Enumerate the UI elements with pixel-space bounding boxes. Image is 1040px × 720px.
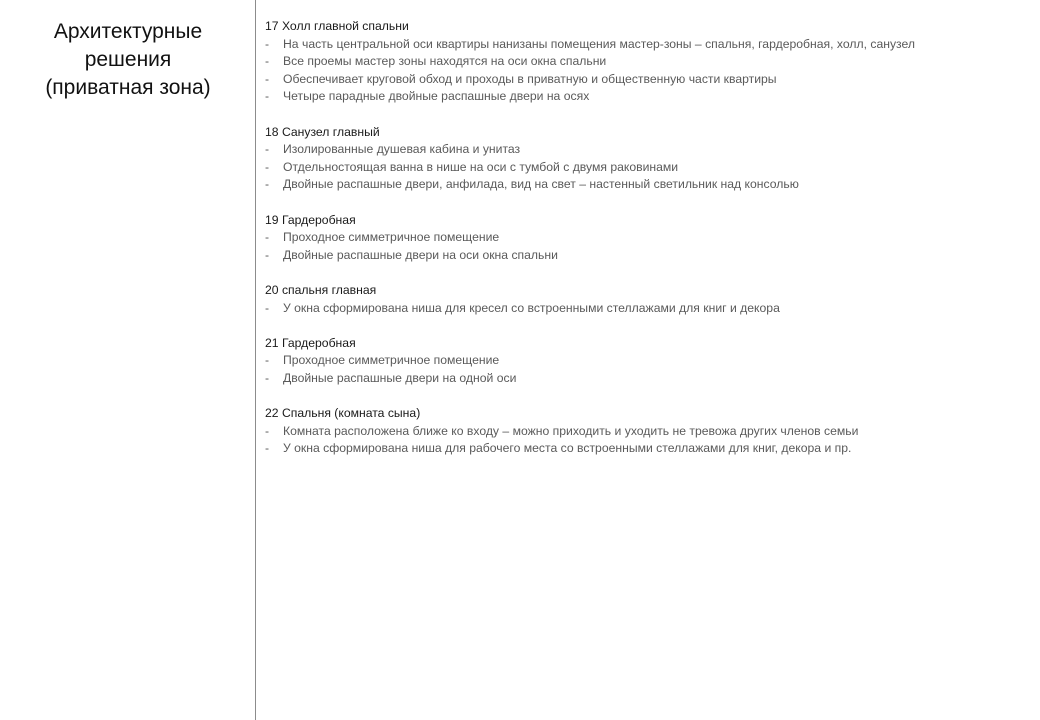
page-title: [0, 18, 256, 102]
list-item-text: Двойные распашные двери на одной оси: [283, 370, 517, 385]
bullet-dash: -: [265, 54, 270, 69]
section-18-master-bathroom: [265, 124, 1030, 194]
list-item-text: Изолированные душевая кабина и унитаз: [283, 142, 521, 157]
page-title-line: решения: [84, 48, 172, 71]
bullet-dash: -: [265, 247, 270, 262]
list-item: [265, 176, 1030, 194]
section-22-son-bedroom: [265, 405, 1030, 458]
list-item: [265, 247, 1030, 265]
bullet-list: [265, 423, 1030, 458]
page-title-line: Архитектурные: [53, 20, 203, 43]
bullet-dash: -: [265, 36, 270, 51]
bullet-dash: -: [265, 300, 270, 315]
list-item: [265, 370, 1030, 388]
section-20-master-bedroom: [265, 282, 1030, 317]
list-item: [265, 141, 1030, 159]
section-title: 21 Гардеробная: [265, 335, 356, 350]
list-item-text: На часть центральной оси квартиры нанизаны помещения мастер-зоны – спальня, гардеробная, холл, санузел: [283, 36, 915, 51]
bullet-dash: -: [265, 142, 270, 157]
section-title: 17 Холл главной спальни: [265, 19, 409, 33]
list-item: [265, 229, 1030, 247]
list-item: [265, 440, 1030, 458]
section-21-wardrobe: [265, 335, 1030, 388]
section-title: 19 Гардеробная: [265, 212, 356, 227]
list-item-text: У окна сформирована ниша для рабочего места со встроенными стеллажами для книг, декора и пр.: [283, 441, 852, 456]
section-19-wardrobe: [265, 212, 1030, 265]
section-title: 20 спальня главная: [265, 282, 377, 297]
bullet-list: [265, 141, 1030, 194]
bullet-dash: -: [265, 441, 270, 456]
list-item-text: Комната расположена ближе ко входу – можно приходить и уходить не тревожа других членов семьи: [283, 423, 859, 438]
bullet-dash: -: [265, 159, 270, 174]
list-item-text: У окна сформирована ниша для кресел со встроенными стеллажами для книг и декора: [283, 300, 780, 315]
list-item: [265, 352, 1030, 370]
list-item: [265, 53, 1030, 71]
list-item-text: Все проемы мастер зоны находятся на оси окна спальни: [283, 54, 607, 69]
list-item-text: Проходное симметричное помещение: [283, 353, 500, 368]
vertical-divider: [255, 0, 256, 720]
section-title: 22 Спальня (комната сына): [265, 406, 421, 421]
bullet-list: [265, 229, 1030, 264]
bullet-list: [265, 36, 1030, 106]
list-item: [265, 71, 1030, 89]
list-item-text: Четыре парадные двойные распашные двери на осях: [283, 89, 590, 104]
list-item: [265, 36, 1030, 54]
list-item-text: Отдельностоящая ванна в нише на оси с тумбой с двумя раковинами: [283, 159, 679, 174]
list-item: [265, 423, 1030, 441]
list-item: [265, 88, 1030, 106]
bullet-dash: -: [265, 230, 270, 245]
bullet-dash: -: [265, 89, 270, 104]
list-item: [265, 300, 1030, 318]
bullet-dash: -: [265, 177, 270, 192]
list-item-text: Проходное симметричное помещение: [283, 230, 500, 245]
bullet-dash: -: [265, 370, 270, 385]
page-title-line: (приватная зона): [45, 76, 211, 99]
list-item-text: Обеспечивает круговой обход и проходы в приватную и общественную части квартиры: [283, 71, 777, 86]
bullet-dash: -: [265, 353, 270, 368]
bullet-dash: -: [265, 423, 270, 438]
section-title: 18 Санузел главный: [265, 124, 380, 139]
list-item-text: Двойные распашные двери, анфилада, вид на свет – настенный светильник над консолью: [283, 177, 799, 192]
section-17-master-hall: [265, 18, 1030, 106]
list-item: [265, 159, 1030, 177]
bullet-list: [265, 300, 1030, 318]
bullet-list: [265, 352, 1030, 387]
bullet-dash: -: [265, 71, 270, 86]
content-area: [265, 18, 1030, 475]
list-item-text: Двойные распашные двери на оси окна спальни: [283, 247, 558, 262]
